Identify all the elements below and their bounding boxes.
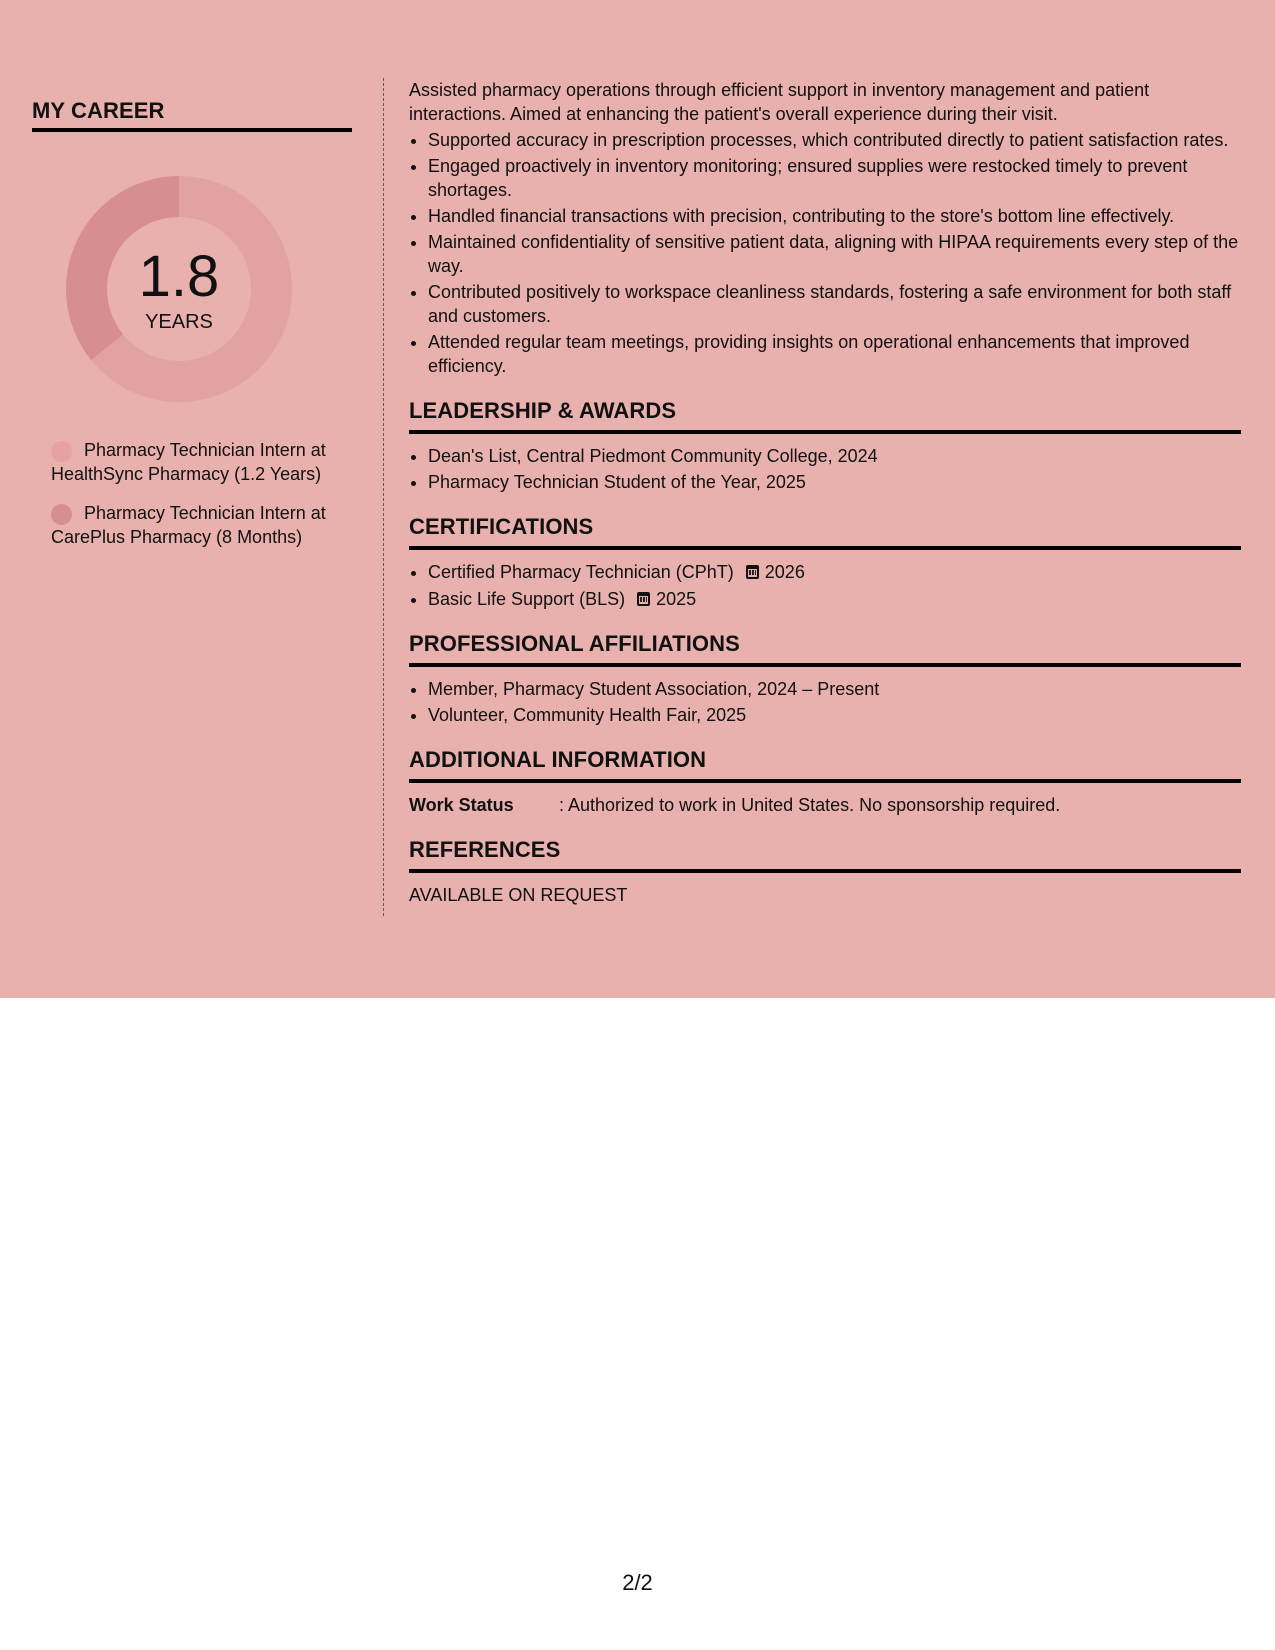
references-heading: REFERENCES: [409, 837, 1241, 873]
certifications-list: [409, 560, 1241, 611]
work-status-row: [409, 793, 1241, 817]
details-column: [409, 78, 1241, 907]
legend-item: [51, 438, 331, 486]
calendar-icon: [637, 592, 650, 606]
list-item: • Pharmacy Technician Student of the Year, 2025: [428, 470, 1241, 494]
list-item: • Supported accuracy in prescription processes, which contributed directly to patient satisfaction rates.: [428, 128, 1241, 152]
legend-item: [51, 501, 331, 549]
leadership-heading: LEADERSHIP & AWARDS: [409, 398, 1241, 434]
legend-dot-2: [51, 504, 72, 525]
experience-summary: Assisted pharmacy operations through efficient support in inventory management and patient interactions. Aimed at enhancing the patient's overall experience during their visit.: [409, 80, 1150, 124]
list-item: • Contributed positively to workspace cleanliness standards, fostering a safe environment for both staff and customers.: [428, 280, 1241, 328]
list-item: • Attended regular team meetings, providing insights on operational enhancements that improved efficiency.: [428, 330, 1241, 378]
list-item: • Handled financial transactions with precision, contributing to the store's bottom line effectively.: [428, 204, 1241, 228]
certifications-heading: CERTIFICATIONS: [409, 514, 1241, 550]
legend-dot-1: [51, 441, 72, 462]
career-years-unit: YEARS: [145, 311, 213, 333]
career-years-value: 1.8: [138, 244, 220, 309]
certification-year: 2025: [656, 589, 697, 609]
list-item: • Volunteer, Community Health Fair, 2025: [428, 703, 1241, 727]
additional-info-section: [409, 747, 1241, 817]
career-donut-chart: [66, 176, 292, 402]
leadership-list: [409, 444, 1241, 494]
legend-label: Pharmacy Technician Intern at HealthSync Pharmacy (1.2 Years): [51, 440, 326, 484]
certification-name: Certified Pharmacy Technician (CPhT): [428, 562, 734, 582]
list-item: [428, 587, 1241, 611]
affiliations-heading: PROFESSIONAL AFFILIATIONS: [409, 631, 1241, 667]
leadership-section: [409, 398, 1241, 494]
list-item: • Engaged proactively in inventory monitoring; ensured supplies were restocked timely to prevent shortages.: [428, 154, 1241, 202]
certification-year: 2026: [764, 562, 805, 582]
affiliations-section: [409, 631, 1241, 727]
certification-name: Basic Life Support (BLS): [428, 589, 626, 609]
column-divider: [383, 78, 384, 916]
experience-bullets: [409, 128, 1241, 378]
list-item: • Maintained confidentiality of sensitive patient data, aligning with HIPAA requirements every step of the way.: [428, 230, 1241, 278]
career-legend: [51, 438, 331, 549]
calendar-icon: [746, 565, 759, 579]
list-item: • Dean's List, Central Piedmont Community College, 2024: [428, 444, 1241, 468]
references-section: [409, 837, 1241, 907]
list-item: [428, 560, 1241, 584]
page-number: 2/2: [622, 1570, 653, 1595]
additional-info-heading: ADDITIONAL INFORMATION: [409, 747, 1241, 783]
list-item: • Member, Pharmacy Student Association, 2024 – Present: [428, 677, 1241, 701]
affiliations-list: [409, 677, 1241, 727]
legend-label: Pharmacy Technician Intern at CarePlus Pharmacy (8 Months): [51, 503, 326, 547]
work-status-value: : Authorized to work in United States. No sponsorship required.: [559, 795, 1061, 815]
certifications-section: [409, 514, 1241, 611]
career-column: [32, 78, 352, 564]
career-heading: MY CAREER: [32, 98, 352, 132]
work-status-label: Work Status: [409, 795, 514, 815]
references-text: AVAILABLE ON REQUEST: [409, 885, 628, 905]
